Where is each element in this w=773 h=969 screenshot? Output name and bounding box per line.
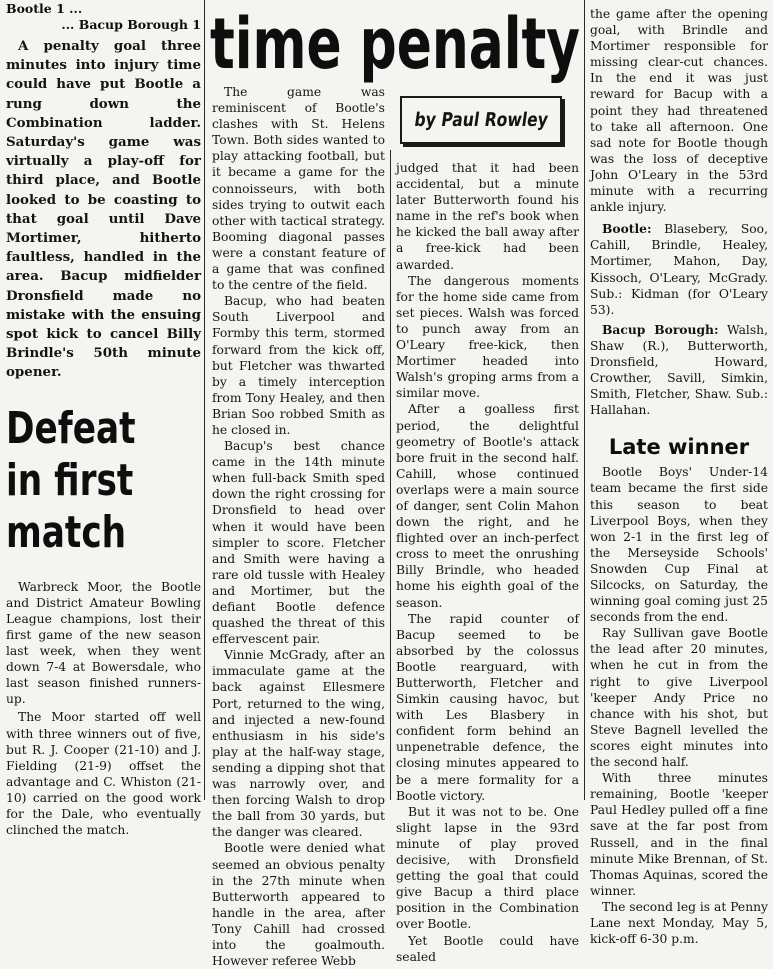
late-winner-paragraph-4: The second leg is at Penny Lane next Monday, May 5, kick-off 6-30 p.m. — [590, 899, 768, 947]
column-3 — [396, 160, 579, 964]
col3-paragraph-2: The dangerous moments for the home side came from set pieces. Walsh was forced to punch away from an O'Leary free-kick, then Mortimer headed into Walsh's groping arms from a similar move. — [396, 273, 579, 401]
col4-paragraph-1: the game after the opening goal, with Brindle and Mortimer responsible for missing clear-cut chances. In the end it was just reward for Bacup with a point they had threatened to take all afternoon. One sad note for Bootle though was the loss of deceptive John O'Leary in the 53rd minute with a recurring ankle injury. — [590, 7, 768, 215]
column-rule-2 — [390, 150, 391, 800]
headline-late-winner: Late winner — [608, 435, 750, 460]
kicker-away-score: ... Bacup Borough 1 — [61, 17, 201, 32]
bacup-lineup-names: Walsh, Shaw (R.), Butterworth, Dronsfield, Howard, Crowther, Savill, Simkin, Smith, Fletcher, Shaw. Sub.: Hallahan. — [590, 322, 768, 418]
late-winner-paragraph-3: With three minutes remaining, Bootle 'keeper Paul Hedley pulled off a fine save at the far post from Russell, and in the final minute Mike Brennan, of St. Thomas Aquinas, scored the winner. — [590, 771, 768, 898]
col3-paragraph-1: judged that it had been accidental, but a minute later Butterworth found his name in the ref's book when he kicked the ball away after a free-kick had been awarded. — [396, 161, 579, 272]
column-rule-1 — [204, 0, 205, 800]
col2-paragraph-4: Vinnie McGrady, after an immaculate game at the back against Ellesmere Port, returned to the wing, and injected a new-found enthusiasm in his side's play at the half-way stage, sending a dipping shot that was narrowly over, and then forcing Walsh to drop the ball from 30 yards, but the danger was cleared. — [212, 648, 385, 840]
byline: by Paul Rowley — [412, 109, 550, 131]
bacup-lineup-label: Bacup Borough: — [602, 321, 719, 337]
bootle-lineup — [590, 221, 768, 318]
col2-paragraph-1: The game was reminiscent of Bootle's clashes with St. Helens Town. Both sides wanted to play attacking football, but it became a game for the connoisseurs, with both sides trying to outwit each other with tactical strategy. Booming diagonal passes were a constant feature of a game that was confined to the centre of the field. — [212, 85, 385, 293]
kicker-home-score: Bootle 1 ... — [6, 1, 83, 16]
col3-paragraph-4: The rapid counter of Bacup seemed to be absorbed by the colossus Bootle rearguard, with Butterworth, Fletcher and Simkin causing havoc, but with Les Blasbery in confident form behind an unpenetrable defence, the closing minutes appeared to be a mere formality for a Bootle victory. — [396, 611, 579, 803]
bootle-lineup-label: Bootle: — [602, 221, 652, 237]
bootle-lineup-names: Blasebery, Soo, Cahill, Brindle, Healey, Mortimer, Mahon, Day, Kissoch, O'Leary, McGrady. Sub.: Kidman (for O'Leary 53). — [590, 222, 768, 317]
col2-paragraph-2: Bacup, who had beaten South Liverpool and Formby this term, stormed forward from the kick off, but Fletcher was thwarted by a timely interception from Tony Healey, and then Brian Soo robbed Smith as he closed in. — [212, 294, 385, 437]
late-winner-paragraph-1: Bootle Boys' Under-14 team became the first side this season to beat Liverpool Boys, when they won 2-1 in the first leg of the Merseyside Schools' Snowden Cup Final at Silcocks, on Saturday, the winning goal coming just 25 seconds from the end. — [590, 465, 768, 625]
col3-paragraph-6: Yet Bootle could have sealed — [396, 933, 579, 964]
col2-paragraph-3: Bacup's best chance came in the 14th minute when full-back Smith sped down the right crossing for Dronsfield to head over when it would have been simpler to score. Fletcher and Smith were having a rare old tussle with Healey and Mortimer, but the defiant Bootle defence quashed the threat of this effervescent pair. — [212, 439, 385, 647]
bowling-paragraph-2: The Moor started off well with three winners out of five, but R. J. Cooper (21-10) and J. Fielding (21-9) offset the advantage and C. Whiston (21-10) carried on the good work for the Dale, who eventually clinched the match. — [6, 710, 201, 838]
column-rule-3 — [584, 0, 585, 800]
byline-box — [400, 96, 562, 144]
headline-defeat: Defeat in first match — [6, 402, 136, 558]
late-winner-paragraph-2: Ray Sullivan gave Bootle the lead after 20 minutes, when he cut in from the right to give Liverpool 'keeper Andy Price no chance with his shot, but Steve Bagnell levelled the scores eight minutes into the second half. — [590, 626, 768, 770]
column-2 — [212, 84, 385, 969]
column-4 — [590, 6, 768, 947]
col2-paragraph-5: Bootle were denied what seemed an obvious penalty in the 27th minute when Butterworth appeared to handle in the area, after Tony Cahill had crossed into the goalmouth. However referee Webb — [212, 841, 385, 969]
bacup-lineup — [590, 322, 768, 419]
column-1 — [6, 0, 201, 838]
bowling-paragraph-1: Warbreck Moor, the Bootle and District Amateur Bowling League champions, lost their first game of the new season last week, when they went down 7-4 at Bowersdale, who last season finished runners-up. — [6, 579, 201, 707]
col3-paragraph-5: But it was not to be. One slight lapse in the 93rd minute of play proved decisive, with Dronsfield getting the goal that could give Bacup a third place position in the Combination over Bootle. — [396, 804, 579, 932]
col3-paragraph-3: After a goalless first period, the delightful geometry of Bootle's attack bore fruit in the second half. Cahill, whose continued overlaps were a main source of danger, sent Colin Mahon down the right, and he flighted over an inch-perfect cross to meet the onrushing Billy Brindle, who headed home his eighth goal of the season. — [396, 402, 579, 610]
main-headline: time penalty — [210, 3, 580, 85]
lead-paragraph: A penalty goal three minutes into injury time could have put Bootle a rung down the Combination ladder. Saturday's game was virtually a play-off for third place, and Bootle looked to be coasting to that goal until Dave Mortimer, hitherto faultless, handled in the area. Bacup midfielder Dronsfield made no mistake with the ensuing spot kick to cancel Billy Brindle's 50th minute opener. — [6, 38, 201, 381]
